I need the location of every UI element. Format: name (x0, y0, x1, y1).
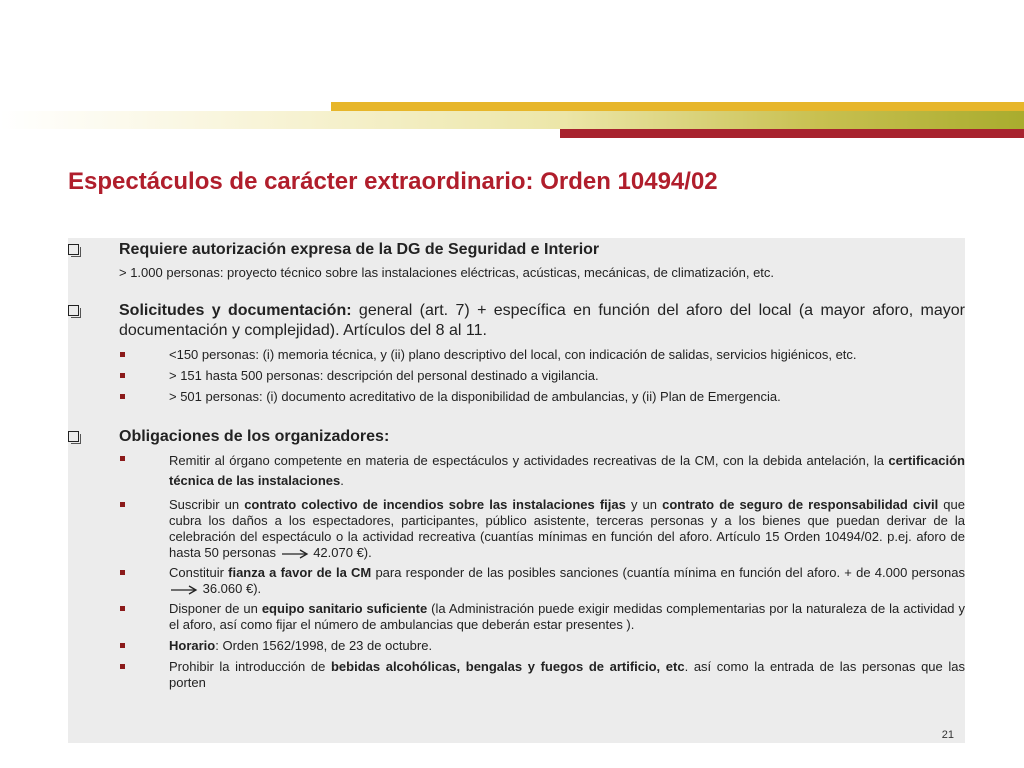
header-red-band (560, 129, 1024, 138)
list-item-text: Prohibir la introducción de (169, 659, 331, 674)
list-item-text: (la Administración puede exigir medidas complementarias por la naturaleza de la actividad y el aforo, así como fijar el número de ambulancias que deberán estar presentes ). (169, 601, 966, 632)
arrow-right-icon (169, 585, 199, 595)
section-requests (68, 301, 965, 341)
section-obligations (68, 427, 965, 447)
list-item-text: > 501 personas: (i) documento acreditativo de la disponibilidad de ambulancias, y (ii) Plan de Emergencia. (169, 389, 781, 404)
header-gradient-band (0, 111, 1024, 129)
checkbox-bullet-icon (68, 305, 79, 316)
list-item-bold: fianza a favor de la CM (228, 565, 372, 580)
list-item-bold: contrato colectivo de incendios sobre las instalaciones fijas (244, 497, 626, 512)
list-item (68, 497, 965, 561)
header-yellow-band (331, 102, 1024, 111)
section-heading: Requiere autorización expresa de la DG de Seguridad e Interior (119, 241, 600, 258)
arrow-right-icon (280, 549, 310, 559)
square-bullet-icon (120, 606, 125, 611)
square-bullet-icon (120, 394, 125, 399)
square-bullet-icon (120, 456, 125, 461)
section-heading: Solicitudes y documentación: (119, 302, 352, 319)
checkbox-bullet-icon (68, 431, 79, 442)
list-item-text: que cubra los daños a los espectadores, participantes, público asistente, terceras personas y a los bienes que puedan derivar de la celebración del espectáculo o la actividad recreativa (cuantías mínimas en función del aforo. Artículo 15 Orden 10494/02. p.ej. aforo de hasta 50 personas (169, 497, 965, 560)
list-item-bold: bebidas alcohólicas, bengalas y fuegos de artificio, etc (330, 659, 685, 674)
list-item (68, 347, 965, 363)
section-authorization (68, 240, 965, 260)
list-item-text: 36.060 €). (199, 581, 262, 596)
list-item-bold: contrato de seguro de responsabilidad civil (662, 497, 939, 512)
list-item (68, 659, 965, 691)
square-bullet-icon (120, 352, 125, 357)
list-item-text: > 151 hasta 500 personas: descripción del personal destinado a vigilancia. (169, 368, 599, 383)
list-item-bold: Horario (169, 638, 216, 653)
section-heading: Obligaciones de los organizadores: (119, 428, 390, 445)
list-item-text: y un (625, 497, 663, 512)
list-item-text: Remitir al órgano competente en materia de espectáculos y actividades recreativas de la CM, con la debida antelación, la (169, 453, 889, 468)
list-item (68, 638, 965, 654)
square-bullet-icon (120, 502, 125, 507)
checkbox-bullet-icon (68, 244, 79, 255)
list-item (68, 389, 965, 405)
list-item (68, 368, 965, 384)
list-item-text: Disponer de un (169, 601, 262, 616)
list-item-bold: equipo sanitario suficiente (261, 601, 428, 616)
section-heading-rest: general (art. 7) + específica en función del aforo del local (a mayor aforo, mayor documentación y complejidad). Artículos del 8 al 11. (119, 302, 965, 339)
list-item-bold: certificación técnica de las instalaciones (169, 453, 965, 488)
square-bullet-icon (120, 570, 125, 575)
section-subline: > 1.000 personas: proyecto técnico sobre las instalaciones eléctricas, acústicas, mecánicas, de climatización, etc. (119, 265, 775, 280)
list-item-text: Constituir (169, 565, 229, 580)
list-item (68, 451, 965, 491)
page-number: 21 (941, 729, 954, 741)
list-item-text: . (340, 473, 344, 488)
square-bullet-icon (120, 643, 125, 648)
list-item (68, 601, 965, 633)
square-bullet-icon (120, 664, 125, 669)
list-item-text: Suscribir un (169, 497, 245, 512)
list-item-text: <150 personas: (i) memoria técnica, y (ii) plano descriptivo del local, con indicación de salidas, servicios higiénicos, etc. (169, 347, 857, 362)
list-item-text: . así como la entrada de las personas que las porten (169, 659, 966, 690)
list-item (68, 565, 965, 597)
list-item-text: 42.070 €). (309, 545, 372, 560)
list-item-text: para responder de las posibles sanciones (cuantía mínima en función del aforo. + de 4.000 personas (371, 565, 965, 580)
square-bullet-icon (120, 373, 125, 378)
section-paragraph (119, 301, 965, 341)
slide-title: Espectáculos de carácter extraordinario: Orden 10494/02 (68, 168, 718, 195)
list-item-text: : Orden 1562/1998, de 23 de octubre. (215, 638, 433, 653)
slide-content (68, 240, 965, 691)
